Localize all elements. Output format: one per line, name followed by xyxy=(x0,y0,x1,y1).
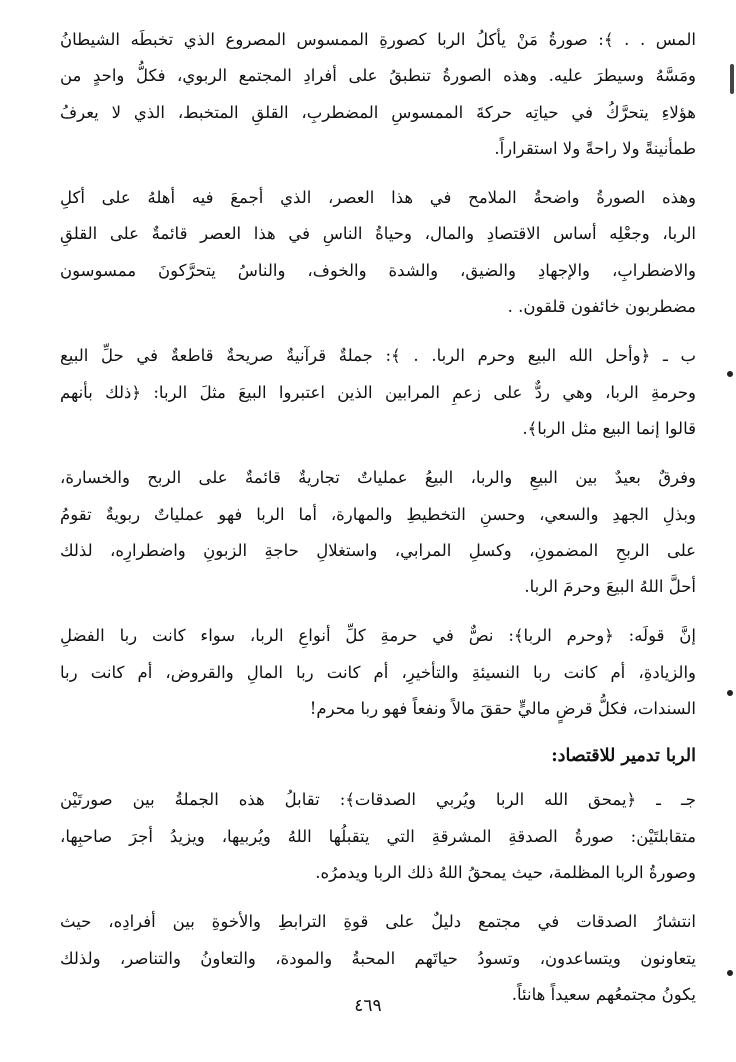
paragraph-6 xyxy=(60,782,696,891)
text-line: مضطربون خائفون قلقون. . xyxy=(507,297,696,317)
text-line: ب ـ ﴿وأحل الله البيع وحرم الربا. . ﴾: جملةٌ قرآنيةٌ صريحةٌ قاطعةٌ في حلِّ البيع xyxy=(60,346,696,366)
paragraph-2 xyxy=(60,180,696,325)
section-heading: الربا تدمير للاقتصاد: xyxy=(551,746,696,767)
margin-edge-mark xyxy=(730,64,734,94)
text-line: يتعاونون ويتساعدون، وتسودُ حياتَهم المحبةُ والمودة، والتعاونُ والتناصر، ولذلك xyxy=(60,948,696,968)
text-line: ومَسَّهُ وسيطرَ عليه. وهذه الصورةُ تنطبقُ على أفرادِ المجتمع الربوي، فكلُّ واحدٍ من xyxy=(60,66,696,86)
text-line: قالوا إنما البيع مثل الربا﴾. xyxy=(522,418,696,438)
text-line: الربا، وجعْلِه أساس الاقتصادِ والمال، وحياةُ الناسِ في هذا العصر قائمةٌ على القلقِ xyxy=(60,224,696,244)
text-line: طمأنينةً ولا راحةً ولا استقراراً. xyxy=(494,138,696,158)
paragraph-5 xyxy=(60,618,696,727)
text-line: وفرقٌ بعيدٌ بين البيعِ والربا، البيعُ عملياتٌ تجاريةٌ قائمةٌ على الربح والخسارة، xyxy=(60,468,696,488)
text-line: وهذه الصورةُ واضحةُ الملامح في هذا العصر، الذي أجمعَ فيه أهلهُ على أكلِ xyxy=(60,188,696,208)
paragraph-3 xyxy=(60,338,696,447)
text-line: انتشارُ الصدقات في مجتمع دليلٌ على قوةِ الترابطِ والأخوةِ بين أفرادِه، حيث xyxy=(60,912,696,932)
text-line: المس . . ﴾: صورةُ مَنْ يأكلُ الربا كصورةِ الممسوس المصروع الذي تخبطَه الشيطانُ xyxy=(60,30,696,49)
text-line: أحلَّ اللهُ البيعَ وحرمَ الربا. xyxy=(524,577,696,597)
text-line: جـ ـ ﴿يمحق الله الربا ويُربي الصدقات﴾: تقابلُ هذه الجملةُ بين صورتَيْن xyxy=(60,790,696,810)
text-line: وحرمةِ الربا، وهي ردٌّ على زعمِ المرابين الذين اعتبروا البيعَ مثلَ الربا: ﴿ذلك بأنهم xyxy=(60,382,696,402)
text-line: هؤلاءِ يتحرَّكُ في حياتِه حركةَ الممسوسِ المضطربِ، القلقِ المتخبط، الذي لا يعرفُ xyxy=(60,102,696,122)
text-line: إنَّ قولَه: ﴿وحرم الربا﴾: نصٌّ في حرمةِ كلِّ أنواعِ الربا، سواء كانت ربا الفضلِ xyxy=(60,626,696,646)
paragraph-4 xyxy=(60,460,696,605)
text-line: والزيادةِ، أم كانت ربا النسيئةِ والتأخيرِ، أم كانت ربا المالِ والقروض، أم كانت ربا xyxy=(60,662,696,682)
text-line: وبذلِ الجهدِ والسعي، وحسنِ التخطيطِ والمهارة، أما الربا فهو عملياتٌ ربويةٌ تقومُ xyxy=(60,504,696,524)
page-number: ٤٦٩ xyxy=(354,996,382,1016)
text-line: يكونُ مجتمعُهم سعيداً هانئاً. xyxy=(511,984,696,1004)
margin-dot-mark xyxy=(727,690,733,696)
text-line: السندات، فكلُّ قرضٍ ماليٍّ حققَ مالاً ونفعاً فهو ربا محرم! xyxy=(309,699,696,719)
page-body xyxy=(60,22,696,1026)
text-line: وصورةُ الربا المظلمة، حيث يمحقُ اللهُ ذلك الربا ويدمرُه. xyxy=(315,862,696,882)
text-line: والاضطرابِ، والإجهادِ والضيق، والشدة والخوف، والناسُ يتحرَّكونَ ممسوسون xyxy=(60,260,696,280)
text-line: على الربحِ المضمونِ، وكسلِ المرابي، واستغلالِ حاجةِ الزبونِ واضطرارِه، لذلك xyxy=(60,540,696,560)
text-line: متقابلتَيْن: صورةُ الصدقةِ المشرقةِ التي يتقبلُها اللهُ ويُربيها، ويزيدُ أجرَ صاحبِها، xyxy=(60,826,696,846)
paragraph-1 xyxy=(60,22,696,167)
margin-dot-mark xyxy=(727,970,733,976)
margin-dot-mark xyxy=(727,371,733,377)
